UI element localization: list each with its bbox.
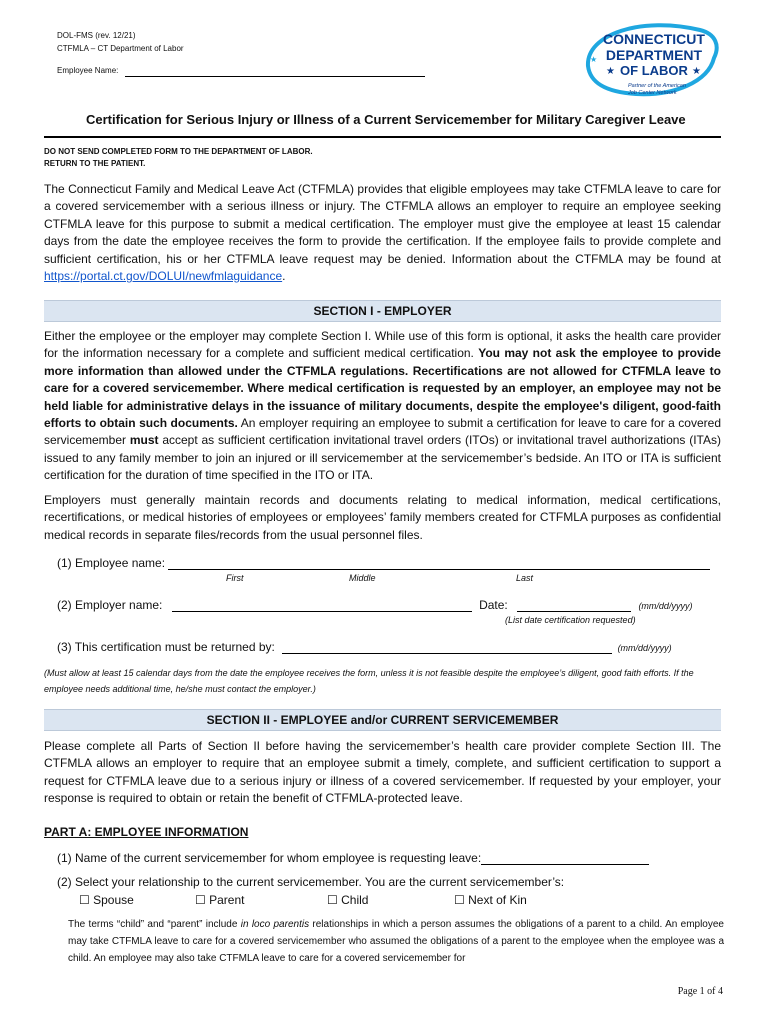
logo-line2: DEPARTMENT <box>605 47 703 63</box>
return-by-label: (3) This certification must be returned by: <box>57 640 275 654</box>
notice-line2: RETURN TO THE PATIENT. <box>44 159 146 168</box>
title-divider <box>44 136 721 138</box>
star-icon: ★ <box>590 55 598 64</box>
s1-p1-c: An employer requiring an employee to submit a certification for leave to care for a covered servicemember <box>44 416 721 448</box>
servicemember-name-field[interactable] <box>57 851 649 865</box>
employee-name-header-label: Employee Name: <box>57 66 119 75</box>
star-icon: ★ <box>606 66 615 77</box>
checkbox-child[interactable] <box>327 893 368 907</box>
checkbox-parent[interactable] <box>195 893 244 907</box>
intro-paragraph <box>44 181 721 285</box>
star-icon: ★ <box>692 66 701 77</box>
first-caption: First <box>226 573 244 583</box>
employee-name-line[interactable] <box>168 569 710 570</box>
option-next-of-kin-label: Next of Kin <box>468 893 527 907</box>
intro-text: The Connecticut Family and Medical Leave Act (CTFMLA) provides that eligible employees may take CTFMLA leave to care for a covered servicemember with a serious illness or injury. The CTFMLA allows an employer to require an employee seeking CTFMLA leave for this purpose to submit a medical certification. The employer must give the employee at least 15 calendar days from the date the employee receives the form to provide the certification. If the employee fails to provide complete and sufficient certification, his or her CTFMLA leave request may be denied. Information about the CTFMLA may be found at <box>44 182 721 266</box>
terms-b: relationships in which a person assumes the obligations of a parent to a child. An employee may take CTFMLA leave to care for a covered servicemember who assumed the obligations of a parent to the employee when the employee was a child. An employee may also take CTFMLA leave to care for a covered servicemember for <box>68 919 724 964</box>
return-by-field[interactable] <box>57 640 672 654</box>
form-id: DOL-FMS (rev. 12/21) <box>57 31 136 40</box>
checkbox-spouse[interactable] <box>79 893 134 907</box>
servicemember-name-label: (1) Name of the current servicemember for whom employee is requesting leave: <box>57 851 482 865</box>
part-a-heading: PART A: EMPLOYEE INFORMATION <box>44 825 249 839</box>
form-header <box>57 29 425 77</box>
date-hint: (List date certification requested) <box>505 615 636 625</box>
section2-intro: Please complete all Parts of Section II before having the servicemember’s health care provider complete Section III. The CTFMLA allows an employer to require that an employee submit a timely, complete, and sufficient certification to support a request for CTFMLA leave due to a serious injury or illness of a covered servicemember. If requested by your employer, your response is required to obtain or retain the benefit of CTFMLA-protected leave. <box>44 739 721 806</box>
checkbox-icon[interactable]: ☐ <box>79 893 90 907</box>
middle-caption: Middle <box>349 573 376 583</box>
logo-tagline1: Partner of the American <box>628 83 686 89</box>
terms-italic: in loco parentis <box>240 919 310 930</box>
employer-name-line[interactable] <box>172 611 472 612</box>
logo-tagline2: Job Center Network <box>628 90 677 96</box>
logo-line1: CONNECTICUT <box>603 31 705 47</box>
date-label: Date: <box>479 598 508 612</box>
guidance-link[interactable]: https://portal.ct.gov/DOLUI/newfmlaguidance <box>44 269 283 284</box>
return-by-line[interactable] <box>282 653 612 654</box>
s1-p1-b: You may not ask the employee to provide more information than allowed under the CTFMLA regulations. Recertifications are not allowed for CTFMLA leave to care for a covered servicemember. Where medical certification is requested by an employer, an employee may not be held liable for administrative delays in the issuance of military documents, despite the employee's diligent, good-faith efforts to obtain such documents. <box>44 346 721 431</box>
org-line: CTFMLA – CT Department of Labor <box>57 44 184 53</box>
option-child-label: Child <box>341 893 369 907</box>
ct-dol-logo <box>582 22 722 104</box>
option-spouse-label: Spouse <box>93 893 134 907</box>
return-notice <box>44 146 313 170</box>
section1-paragraph1 <box>44 328 721 485</box>
s1-p1-e: accept as sufficient certification invitational travel orders (ITOs) or invitational travel authorizations (ITAs) issued to any family member to join an injured or ill servicemember at the servicemember’s bedside. An ITO or ITA is sufficient certification for the duration of time specified in the ITO or ITA. <box>44 433 721 483</box>
section1-heading: SECTION I - EMPLOYER <box>44 300 721 322</box>
option-parent-label: Parent <box>209 893 245 907</box>
checkbox-icon[interactable]: ☐ <box>454 893 465 907</box>
s1-p1-d: must <box>129 433 159 448</box>
section2-heading: SECTION II - EMPLOYEE and/or CURRENT SERVICEMEMBER <box>44 709 721 731</box>
relationship-question: (2) Select your relationship to the current servicemember. You are the current servicemember’s: <box>57 875 565 889</box>
s1-p1-a: Either the employee or the employer may complete Section I. While use of this form is optional, it asks the health care provider for the information necessary for a complete and sufficient medical certification. <box>44 329 721 361</box>
checkbox-icon[interactable]: ☐ <box>327 893 338 907</box>
page-number: Page 1 of 4 <box>677 986 723 997</box>
date-requested-line[interactable] <box>517 611 631 612</box>
terms-a: The terms “child” and “parent” include <box>68 919 241 930</box>
section1-note: (Must allow at least 15 calendar days from the date the employee receives the form, unless it is not feasible despite the employee’s diligent, good faith efforts. If the employee needs additional time, he/she must contact the employer.) <box>44 668 694 694</box>
intro-end: . <box>282 269 286 284</box>
employer-name-field[interactable] <box>57 598 692 612</box>
form-title: Certification for Serious Injury or Illness of a Current Servicemember for Military Caregiver Leave <box>86 112 686 127</box>
date-format: (mm/dd/yyyy) <box>638 601 693 611</box>
section1-paragraph2: Employers must generally maintain records and documents relating to medical information, medical certifications, recertifications, or medical histories of employees or employees’ family members created for CTFMLA purposes as confidential medical records in separate files/records from the usual personnel files. <box>44 493 721 542</box>
employee-name-header-field[interactable] <box>57 64 425 77</box>
last-caption: Last <box>516 573 534 583</box>
return-by-format: (mm/dd/yyyy) <box>617 643 672 653</box>
checkbox-icon[interactable]: ☐ <box>195 893 206 907</box>
notice-line1: DO NOT SEND COMPLETED FORM TO THE DEPARTMENT OF LABOR. <box>44 147 313 156</box>
employee-name-header-line[interactable] <box>125 76 425 77</box>
relationship-terms <box>68 916 724 967</box>
servicemember-name-line[interactable] <box>481 864 649 865</box>
employee-name-field[interactable] <box>57 556 710 570</box>
checkbox-next-of-kin[interactable] <box>454 893 527 907</box>
logo-line3: OF LABOR <box>620 63 688 78</box>
employee-name-label: (1) Employee name: <box>57 556 166 570</box>
employer-name-label: (2) Employer name: <box>57 598 163 612</box>
